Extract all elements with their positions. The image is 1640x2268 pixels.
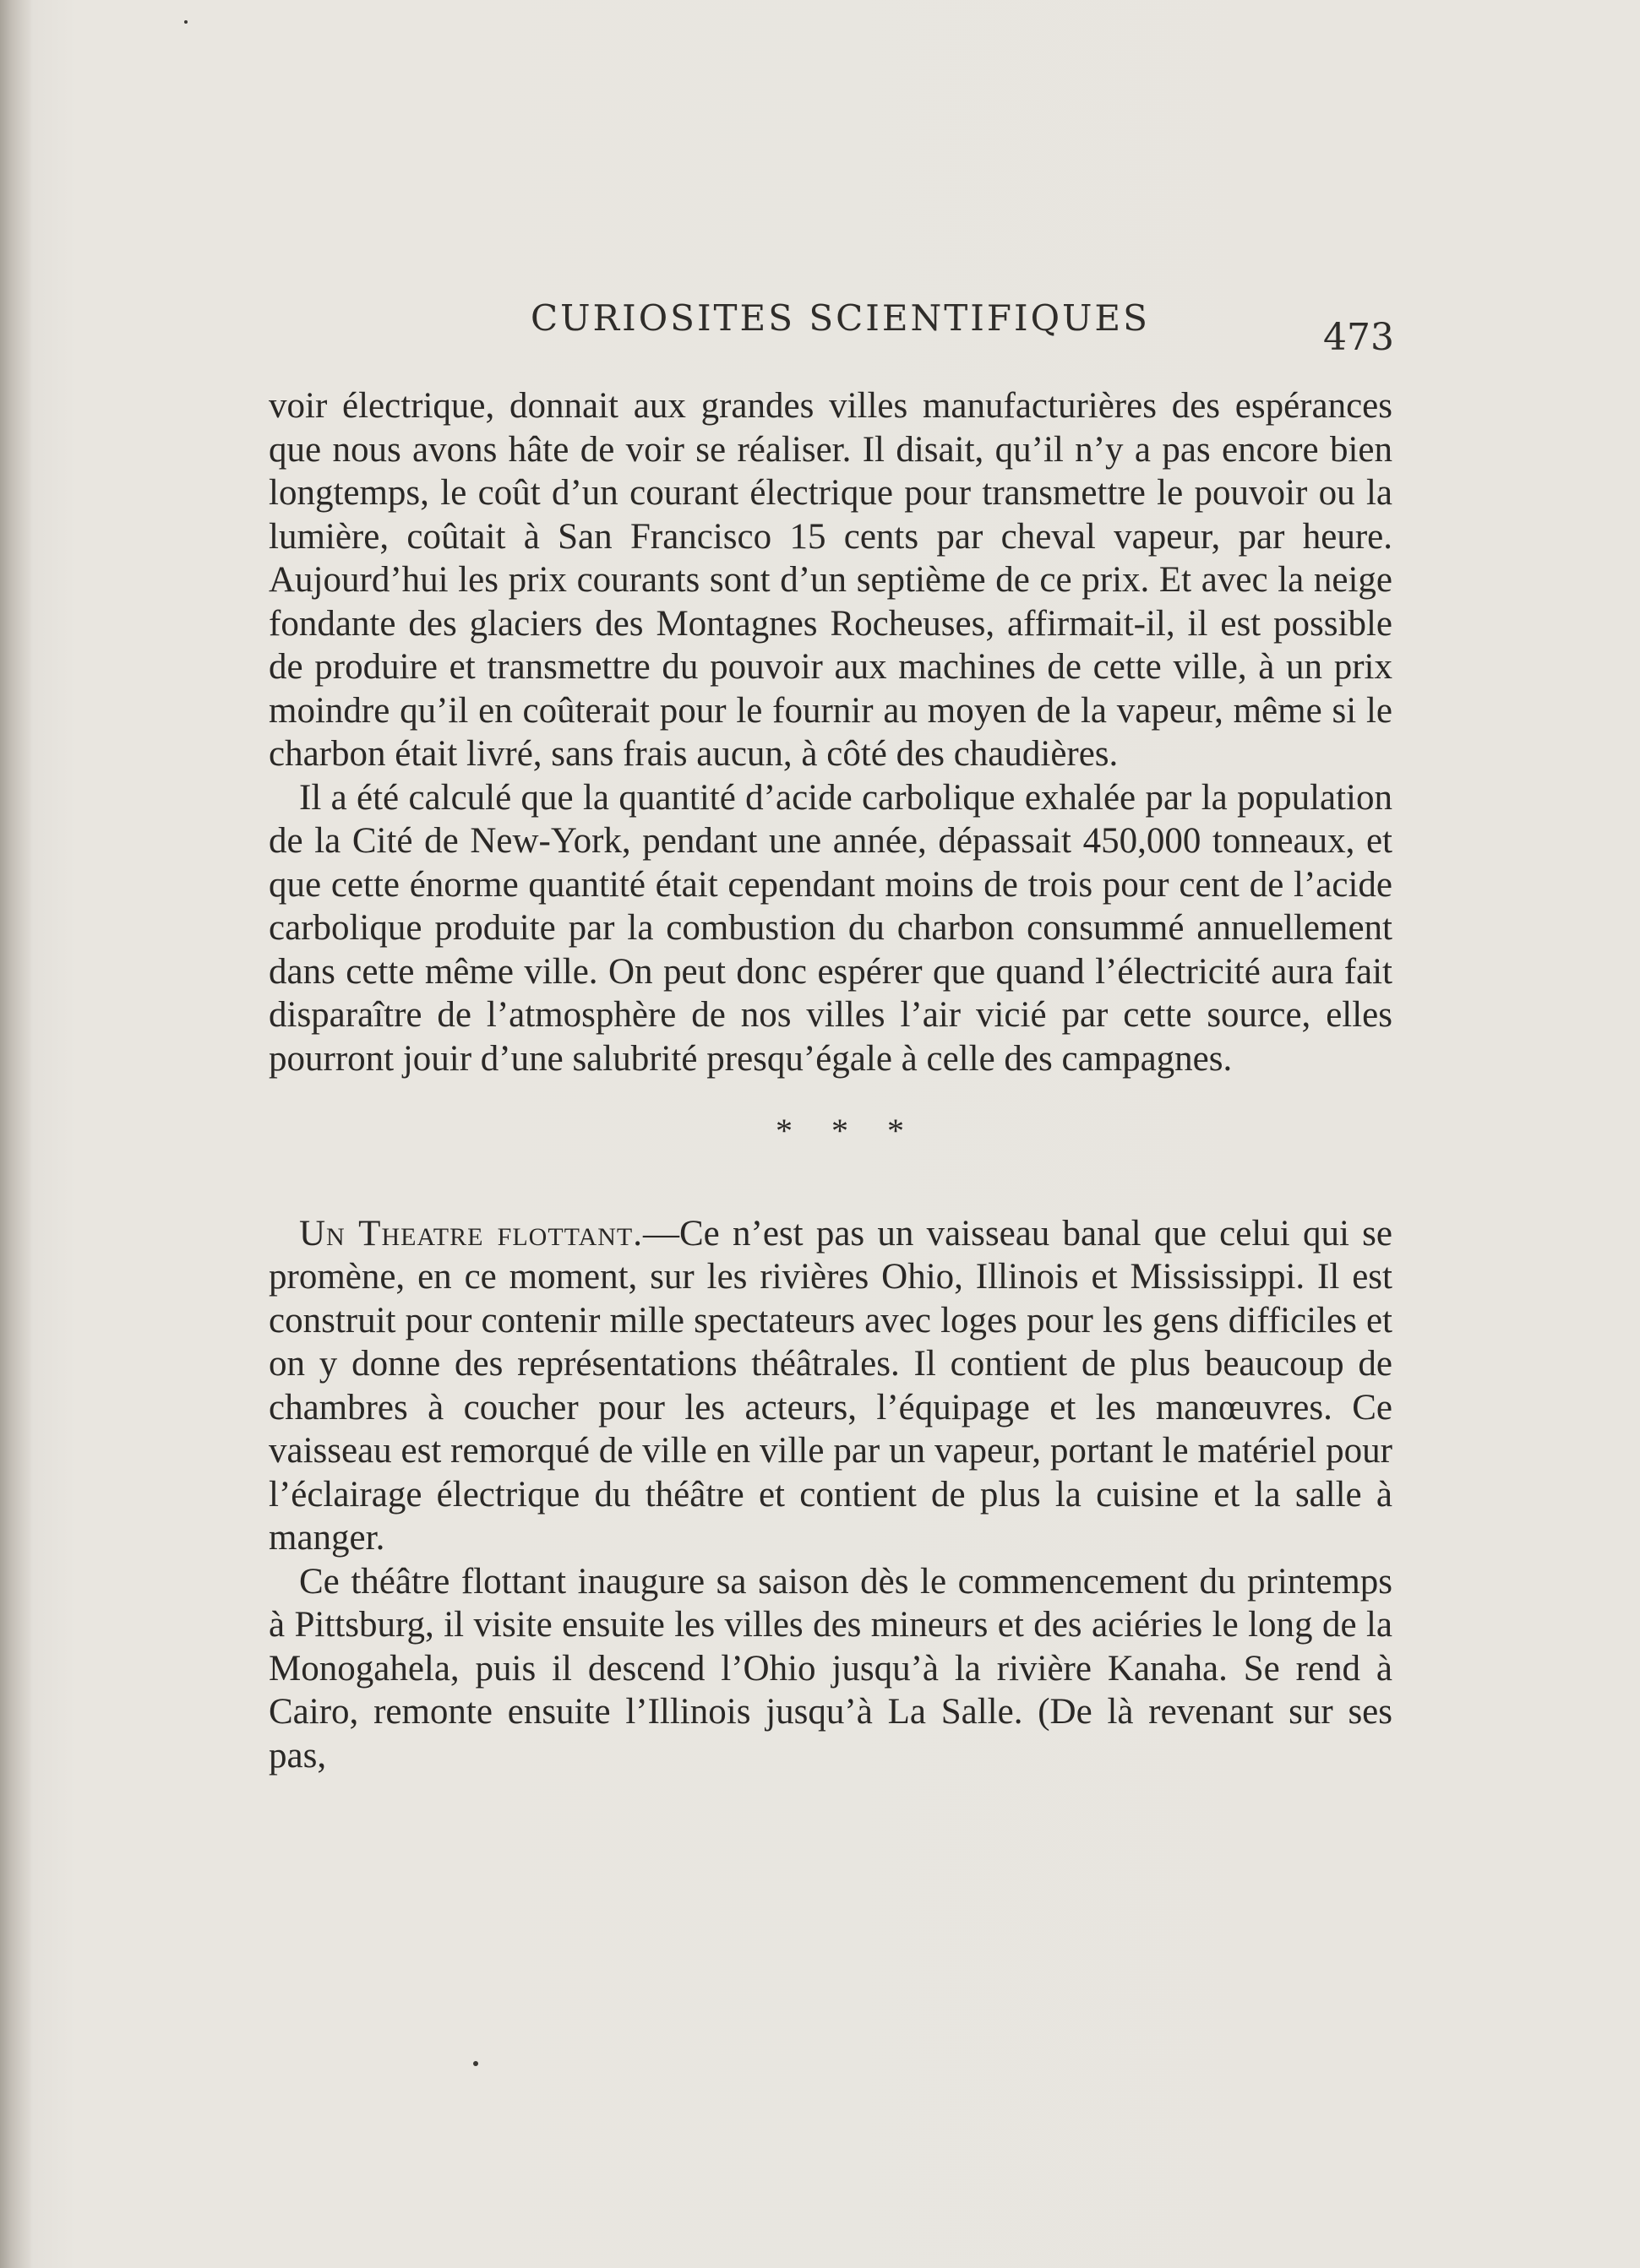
section-separator: * * * [776,1112,919,1150]
running-title: CURIOSITES SCIENTIFIQUES [531,297,1150,339]
paragraph: voir électrique, donnait aux grandes villes manufacturières des espérances que nous avons hâte de voir se réaliser. Il disait, qu’il n’y a pas encore bien longtemps, le coût d’un courant électrique pour transmettre le pouvoir ou la lumière, coûtait à San Francisco 15 cents par cheval vapeur, par heure. Aujourd’hui les prix courants sont d’un septième de ce prix. Et avec la neige fondante des glaciers des Montagnes Rocheuses, affirmait-il, il est possible de produire et transmettre du pouvoir aux machines de cette ville, à un prix moindre qu’il en coûterait pour le fournir au moyen de la vapeur, même si le charbon était livré, sans frais aucun, à côté des chaudières. [269,386,1392,774]
paragraph: Ce théâtre flottant inaugure sa saison dès le commencement du printemps à Pittsburg, il visite ensuite les villes des mineurs et des aciéries le long de la Monogahela, puis il descend l’Ohio jusqu’à la rivière Kanaha. Se rend à Cairo, remonte ensuite l’Illinois jusqu’à La Salle. (De là revenant sur ses pas, [269,1561,1392,1776]
print-speck [184,20,188,24]
print-speck [473,2061,478,2066]
paragraph: Il a été calculé que la quantité d’acide carbolique exhalée par la population de la Cité de New-York, pendant une année, dépassait 450,000 tonneaux, et que cette énorme quantité était cependant moins de trois pour cent de l’acide carbolique produite par la combustion du charbon consummé annuellement dans cette même ville. On peut donc espérer que quand l’électricité aura fait disparaître de l’atmosphère de nos villes l’air vicié par cette source, elles pourront jouir d’une salubrité presqu’égale à celle des campagnes. [269,777,1392,1079]
section-text: —Ce n’est pas un vaisseau banal que celui qui se promène, en ce moment, sur les rivières Ohio, Illinois et Mississippi. Il est construit pour contenir mille spectateurs avec loges pour les gens difficiles et on y donne des représentations théâtrales. Il contient de plus beaucoup de chambres à coucher pour les acteurs, l’équipage et les manœuvres. Ce vaisseau est remorqué de ville en ville par un vapeur, portant le matériel pour l’éclairage électrique du théâtre et contient de plus la cuisine et la salle à manger. [269,1213,1392,1558]
page-number: 473 [1323,316,1394,359]
section-title: Un Theatre flottant. [299,1213,643,1254]
book-binding-edge [0,0,32,2268]
body-text [269,384,1392,1777]
page-header [270,297,1394,359]
section-paragraph [269,1212,1392,1560]
